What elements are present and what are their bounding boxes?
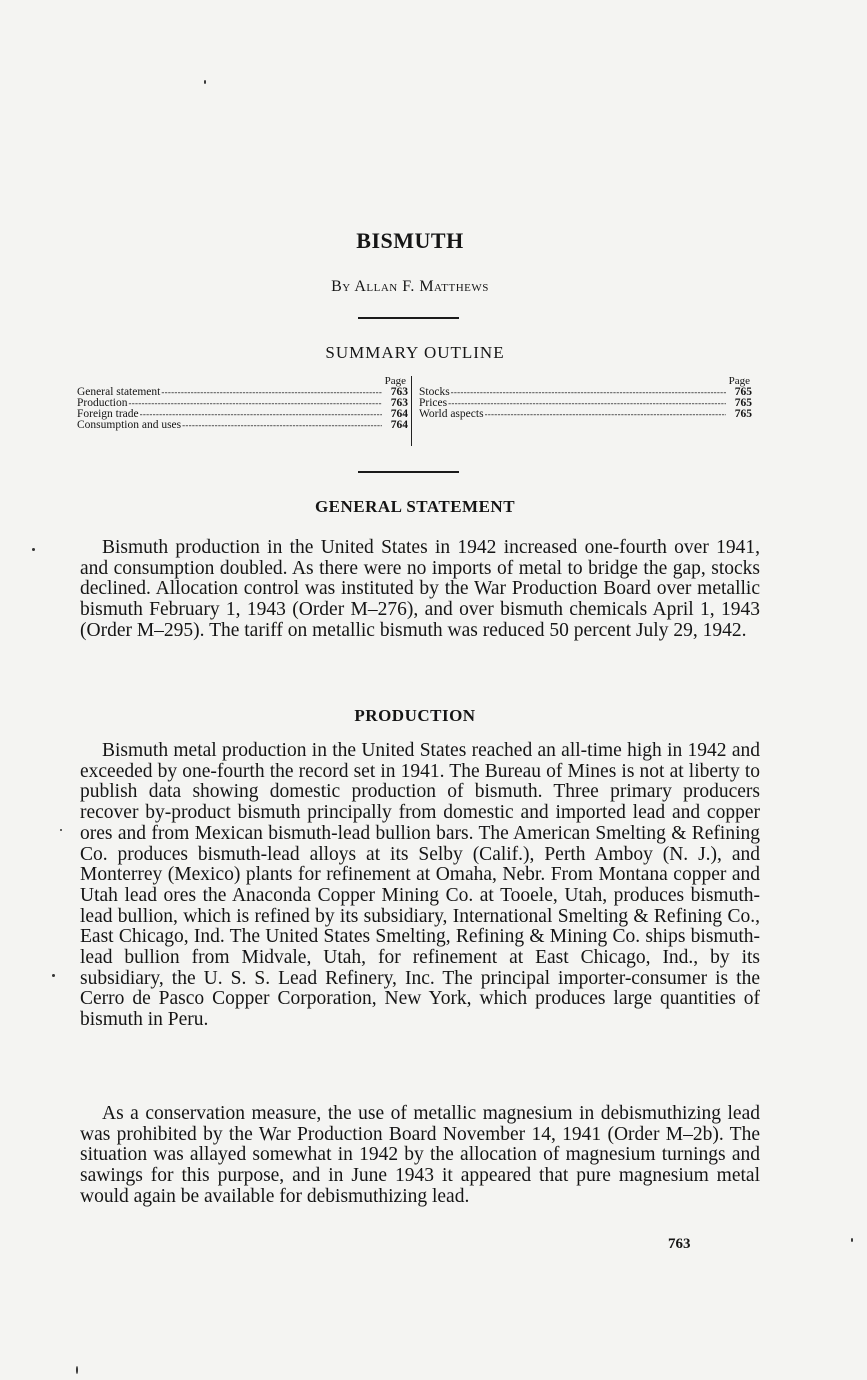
summary-outline-heading: SUMMARY OUTLINE — [325, 343, 505, 362]
outline-entry — [419, 409, 752, 420]
page-column-header: Page — [384, 375, 406, 387]
production-paragraph-1: Bismuth metal production in the United States reached an all-time high in 1942 and exceeded by one-fourth the record set in 1941. The Bureau of Mines is not at liberty to publish data showing domestic production of bismuth. Three primary producers recover by-product bismuth principally from domestic and imported lead and copper ores and from Mexican bismuth-lead bullion bars. The American Smelting & Refining Co. produces bismuth-lead alloys at its Selby (Calif.), Perth Amboy (N. J.), and Monterrey (Mexico) plants for refinement at Omaha, Nebr. From Montana copper and Utah lead ores the Anaconda Copper Mining Co. at Tooele, Utah, produces bismuth-lead bullion, which is refined by its subsidiary, International Smelting & Refining Co., East Chicago, Ind. The United States Smelting, Refining & Mining Co. ships bismuth-lead bullion from Midvale, Utah, for refinement at East Chicago, Ind., by its subsidiary, the U. S. S. Lead Refinery, Inc. The principal importer-consumer is the Cerro de Pasco Copper Corporation, New York, which produces large quantities of bismuth in Peru. — [80, 740, 760, 1031]
page-column-header: Page — [728, 375, 750, 387]
scan-speck — [76, 1366, 78, 1374]
general-statement-heading: GENERAL STATEMENT — [314, 497, 516, 516]
leader-dots — [485, 409, 726, 420]
page-title: BISMUTH — [356, 228, 464, 253]
leader-dots — [448, 398, 726, 409]
outline-entry-label: World aspects — [419, 408, 484, 420]
summary-outline-table — [77, 376, 757, 446]
outline-rule — [358, 471, 459, 473]
outline-entry-label: Production — [77, 397, 128, 409]
outline-right-column — [419, 376, 752, 420]
outline-entry — [77, 420, 408, 431]
leader-dots — [161, 387, 382, 398]
outline-entry-page: 765 — [734, 408, 752, 420]
leader-dots — [451, 387, 726, 398]
production-heading: PRODUCTION — [354, 706, 476, 725]
outline-entry-label: General statement — [77, 386, 161, 398]
leader-dots — [182, 420, 382, 431]
scan-speck — [32, 548, 35, 551]
outline-entry-page: 765 — [734, 397, 752, 409]
scan-speck — [851, 1238, 853, 1242]
outline-entry-label: Consumption and uses — [77, 419, 182, 431]
page-number: 763 — [668, 1236, 691, 1252]
outline-entry-label: Prices — [419, 397, 448, 409]
outline-entry-page: 764 — [390, 419, 408, 431]
outline-left-column — [77, 376, 408, 431]
outline-entry-page: 765 — [734, 386, 752, 398]
outline-column-divider — [411, 376, 412, 446]
production-paragraph-2: As a conservation measure, the use of metallic magnesium in debismuthizing lead was prohibited by the War Production Board November 14, 1941 (Order M–2b). The situation was allayed somewhat in 1942 by the allocation of magnesium turnings and sawings for this purpose, and in June 1943 it appeared that pure magnesium metal would again be available for debismuthizing lead. — [80, 1103, 760, 1207]
outline-entry-page: 763 — [390, 397, 408, 409]
scan-speck — [204, 80, 206, 84]
title-rule — [358, 317, 459, 319]
scan-speck — [52, 974, 55, 977]
outline-entry-page: 763 — [390, 386, 408, 398]
general-statement-paragraph: Bismuth production in the United States in 1942 increased one-fourth over 1941, and consumption doubled. As there were no imports of metal to bridge the gap, stocks declined. Allocation control was instituted by the War Production Board over metallic bismuth February 1, 1943 (Order M–276), and over bismuth chemicals April 1, 1943 (Order M–295). The tariff on metallic bismuth was reduced 50 percent July 29, 1942. — [80, 537, 760, 641]
outline-entry-label: Stocks — [419, 386, 450, 398]
scan-speck — [60, 829, 62, 831]
outline-entry-page: 764 — [390, 408, 408, 420]
outline-entry — [419, 387, 752, 398]
leader-dots — [128, 398, 382, 409]
outline-entry-label: Foreign trade — [77, 408, 139, 420]
author-byline: By Allan F. Matthews — [331, 278, 489, 295]
